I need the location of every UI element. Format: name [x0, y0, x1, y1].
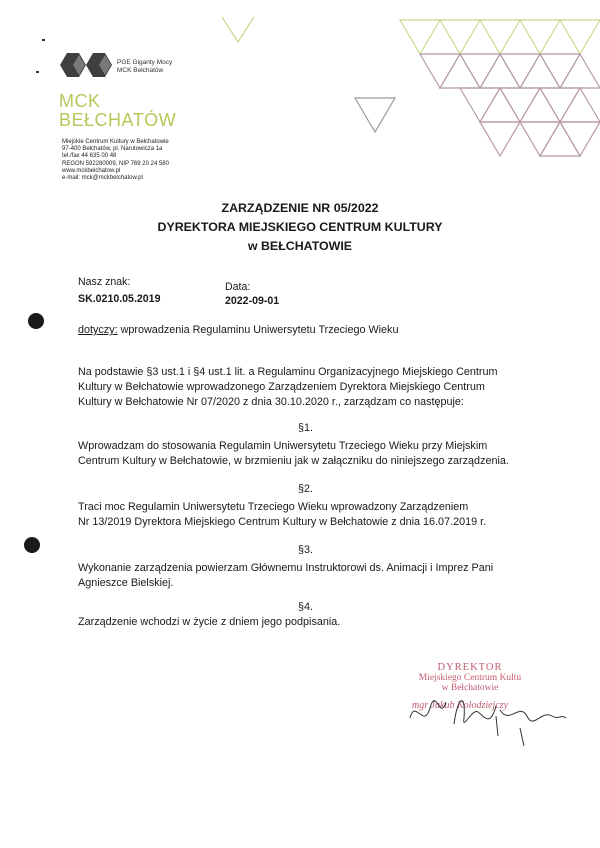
section-body: [78, 561, 534, 591]
triangle-pattern-decoration: [210, 12, 600, 182]
stamp-line: w Bełchatowie: [441, 683, 499, 693]
address-line: Miejskie Centrum Kultury w Bełchatowie: [62, 139, 169, 145]
address-line: REGON 592280009, NIP 769 20 24 580: [62, 160, 169, 167]
section-mark: §3.: [298, 544, 314, 556]
address-line: www.mckbelchatow.pl: [62, 167, 121, 174]
section-line: Zarządzenie wchodzi w życie z dniem jego podpisania.: [78, 616, 341, 628]
subject-text: wprowadzenia Regulaminu Uniwersytetu Trzeciego Wieku: [117, 324, 399, 336]
section-mark: §1.: [298, 422, 314, 434]
address-line: 97-400 Bełchatów, pl. Narutowicza 1a: [62, 146, 163, 153]
preamble-line: Na podstawie §3 ust.1 i §4 ust.1 lit. a Regulaminu Organizacyjnego Miejskiego Centrum: [78, 366, 498, 378]
punch-hole: [24, 537, 40, 553]
section-line: Wykonanie zarządzenia powierzam Głównemu Instruktorowi ds. Animacji i Imprez Pani: [78, 562, 494, 574]
stamp-line: Miejskiego Centrum Kultu: [418, 673, 522, 683]
signatory-name: mgr Jakub Kołodziejczy: [412, 700, 509, 711]
section-mark: §2.: [298, 483, 314, 495]
section-body: [78, 439, 534, 469]
preamble-line: Kultury w Bełchatowie Nr 07/2020 z dnia 30.10.2020 r., zarządzam co następuje:: [78, 396, 464, 408]
section-line: Traci moc Regulamin Uniwersytetu Trzeciego Wieku wprowadzony Zarządzeniem: [78, 501, 469, 513]
reference-label: Nasz znak:: [78, 276, 131, 288]
parent-name-line: PGE Giganty Mocy: [117, 59, 173, 66]
handwritten-signature: [400, 688, 570, 748]
punch-hole: [28, 313, 44, 329]
section-line: Centrum Kultury w Bełchatowie, w brzmieniu jak w załączniku do niniejszego zarządzenia.: [78, 455, 509, 467]
scan-mark: [42, 39, 45, 41]
reference-number: SK.0210.05.2019: [78, 293, 161, 305]
subject-line: [78, 324, 398, 336]
brand-name: [59, 92, 176, 130]
section-line: Wprowadzam do stosowania Regulamin Uniwersytetu Trzeciego Wieku przy Miejskim: [78, 440, 488, 452]
date-label: Data:: [225, 281, 251, 293]
document-date: 2022-09-01: [225, 295, 280, 307]
document-title-line: ZARZĄDZENIE NR 05/2022: [221, 201, 379, 215]
section-body: [78, 615, 534, 630]
address-line: e-mail: mck@mckbelchatow.pl: [62, 175, 143, 182]
document-title-line: w BEŁCHATOWIE: [247, 239, 353, 253]
address-line: tel./fax 44 635 00 48: [62, 153, 117, 160]
brand-line: MCK: [59, 91, 101, 111]
section-line: Agnieszce Bielskiej.: [78, 577, 174, 589]
document-title-line: DYREKTORA MIEJSKIEGO CENTRUM KULTURY: [157, 220, 443, 234]
parent-organization: [117, 59, 172, 75]
preamble: [78, 365, 534, 410]
preamble-line: Kultury w Bełchatowie wprowadzonego Zarządzeniem Dyrektora Miejskiego Centrum: [78, 381, 485, 393]
section-body: [78, 500, 534, 530]
brand-line: BEŁCHATÓW: [59, 110, 177, 130]
section-line: Nr 13/2019 Dyrektora Miejskiego Centrum Kultury w Bełchatowie z dnia 16.07.2019 r.: [78, 516, 487, 528]
stamp-line: DYREKTOR: [437, 662, 503, 673]
parent-name-line: MCK Bełchatów: [117, 67, 164, 74]
address-block: [62, 139, 169, 182]
section-mark: §4.: [298, 601, 314, 613]
subject-label: dotyczy:: [78, 324, 118, 336]
scan-mark: [36, 71, 39, 73]
mck-logo-icon: [58, 50, 114, 80]
